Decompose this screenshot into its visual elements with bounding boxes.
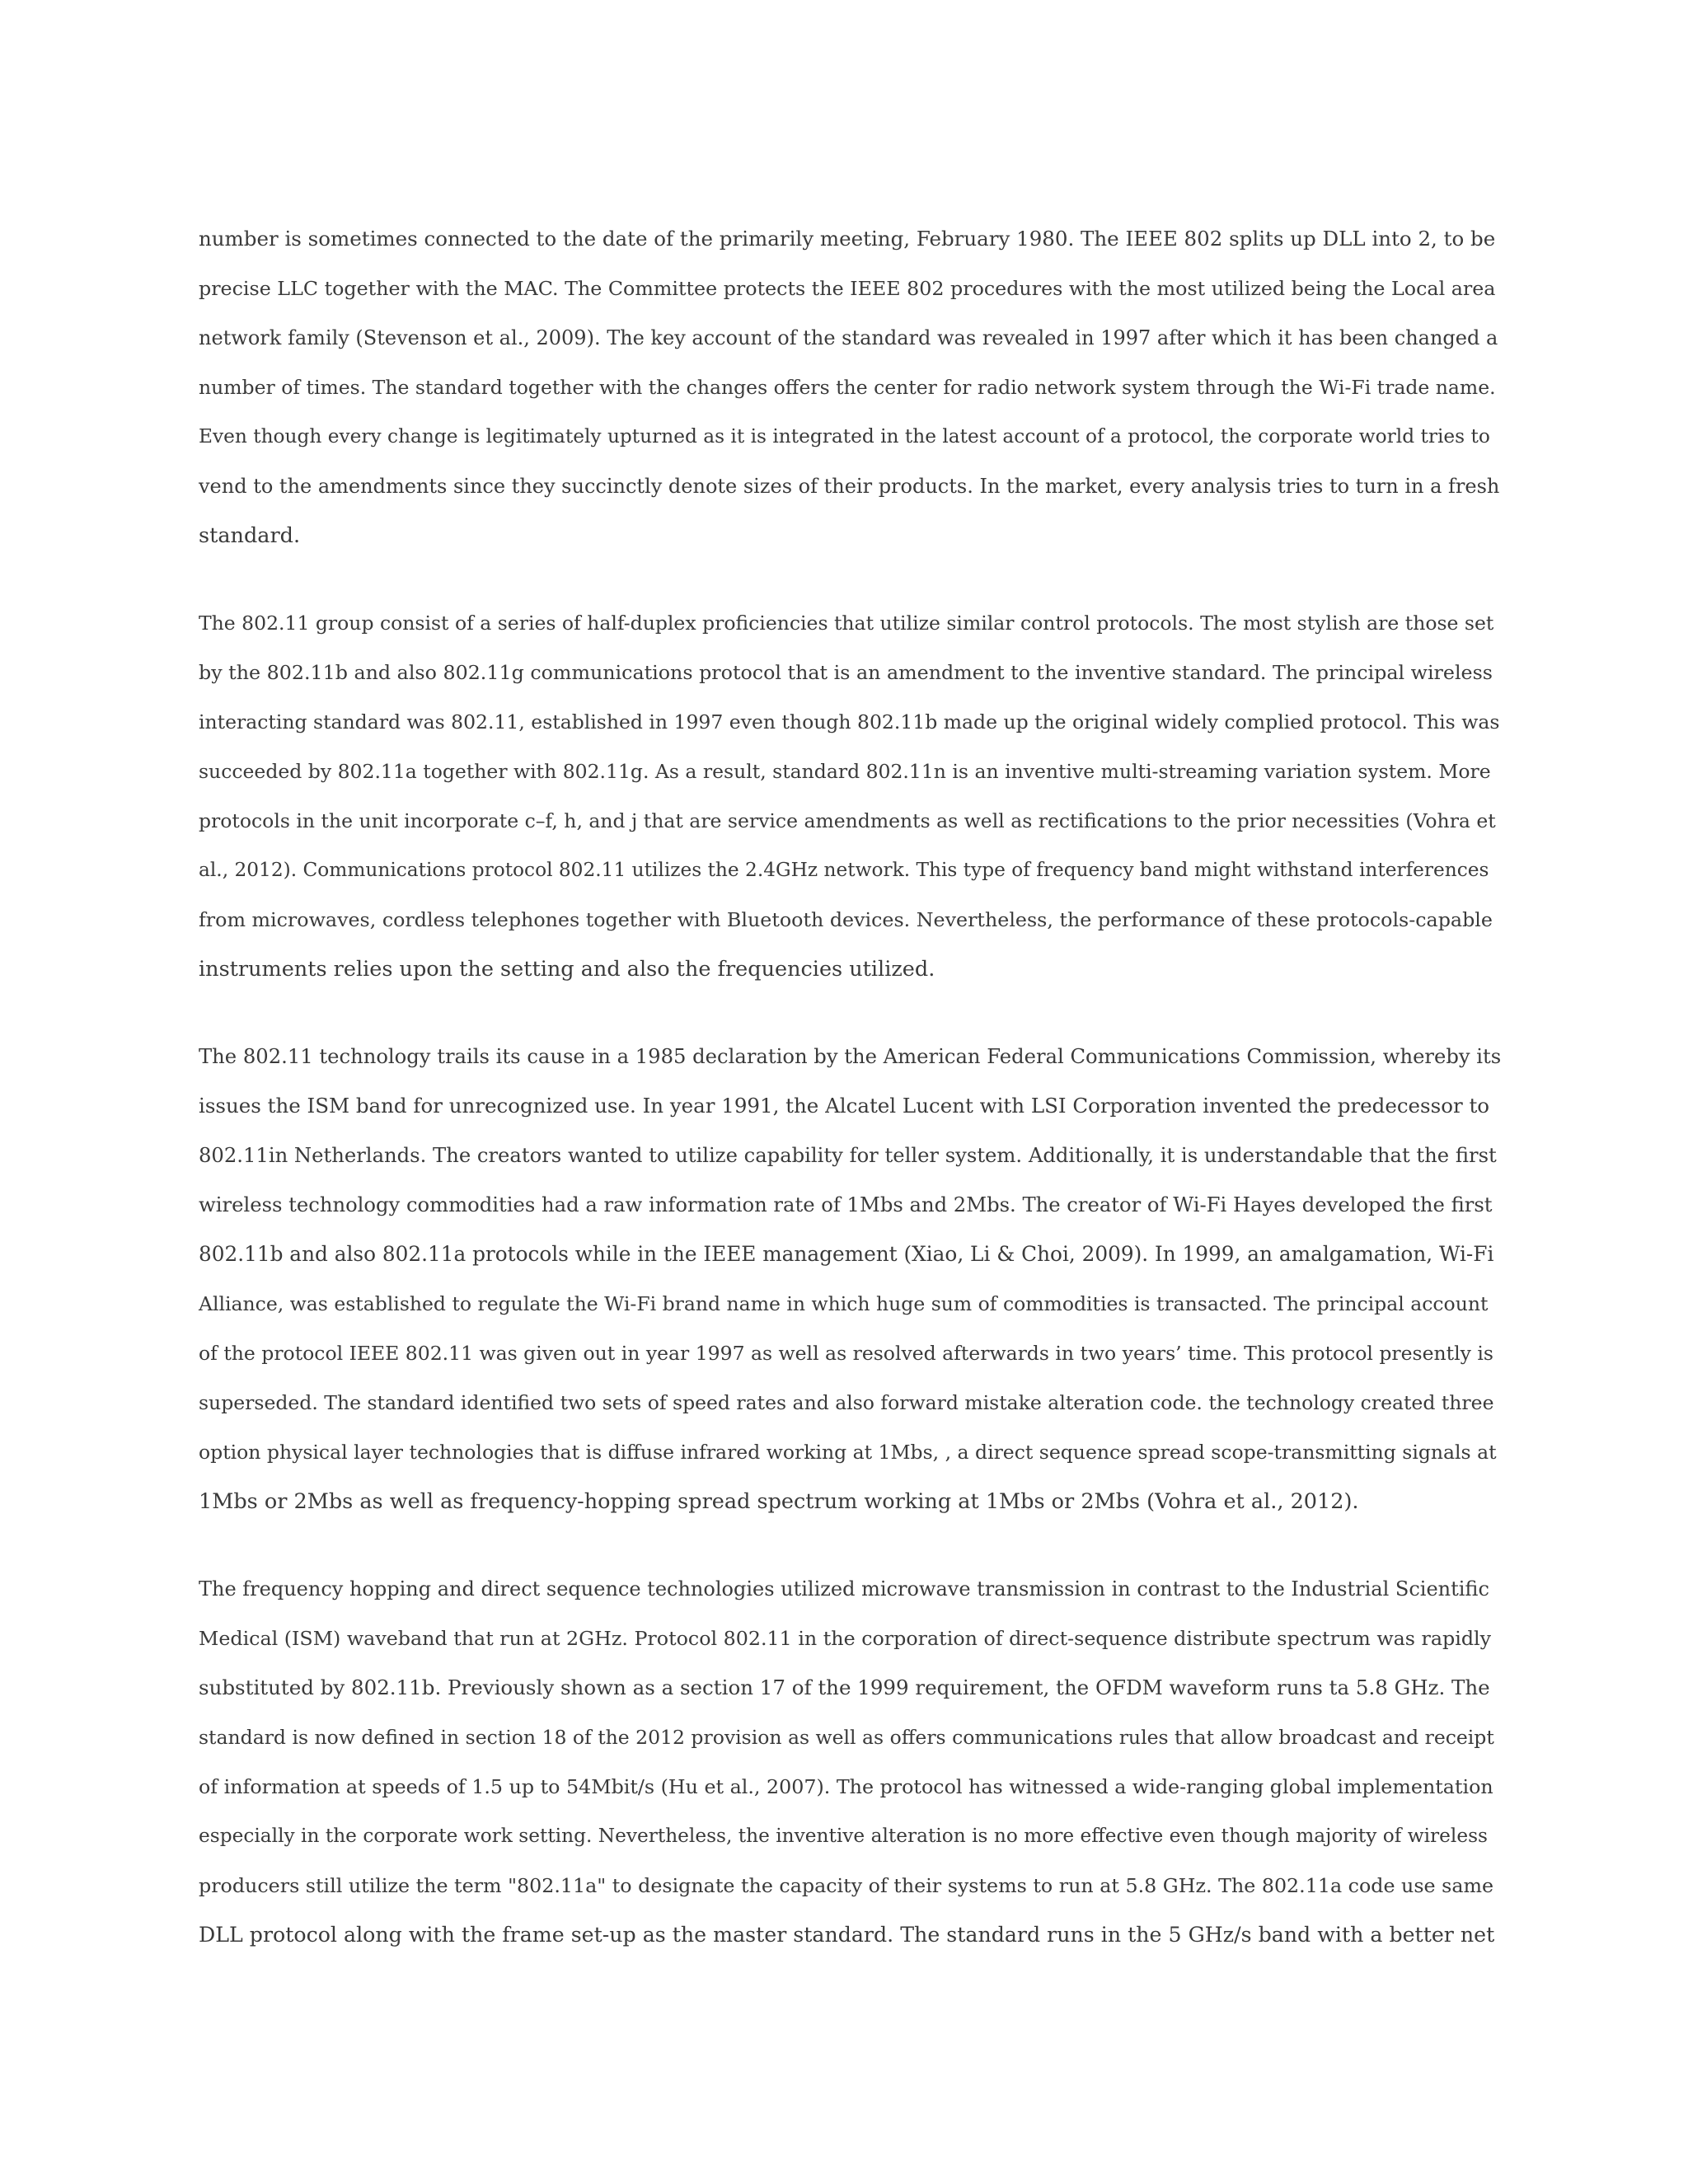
text-line: superseded. The standard identified two sets of speed rates and also forward mistake alteration code. the technology created three [199,1391,1494,1414]
text-line: of the protocol IEEE 802.11 was given out in year 1997 as well as resolved afterwards in two years’ time. This protocol presently is [199,1342,1493,1365]
text-line: 1Mbs or 2Mbs as well as frequency-hopping spread spectrum working at 1Mbs or 2Mbs (Vohra et al., 2012). [199,1489,1359,1514]
text-line: The 802.11 technology trails its cause in a 1985 declaration by the American Federal Communications Commission, whereby its [199,1044,1502,1068]
paragraph-2 [199,598,1501,994]
text-line: al., 2012). Communications protocol 802.11 utilizes the 2.4GHz network. This type of frequency band might withstand interferences [199,859,1489,881]
text-line: substituted by 802.11b. Previously shown as a section 17 of the 1999 requirement, the OFDM waveform runs ta 5.8 GHz. The [199,1675,1490,1699]
paragraph-4 [199,1564,1501,1960]
text-line: from microwaves, cordless telephones together with Bluetooth devices. Nevertheless, the performance of these protocols-capable [199,908,1493,931]
text-line: 802.11b and also 802.11a protocols while in the IEEE management (Xiao, Li & Choi, 2009). In 1999, an amalgamation, Wi-Fi [199,1242,1494,1266]
text-line: wireless technology commodities had a raw information rate of 1Mbs and 2Mbs. The creator of Wi-Fi Hayes developed the first [199,1193,1493,1216]
text-line: interacting standard was 802.11, established in 1997 even though 802.11b made up the original widely complied protocol. This was [199,710,1500,733]
text-line: DLL protocol along with the frame set-up as the master standard. The standard runs in the 5 GHz/s band with a better net [199,1923,1495,1947]
text-line: number of times. The standard together with the changes offers the center for radio network system through the Wi-Fi trade name. [199,376,1496,399]
text-line: precise LLC together with the MAC. The Committee protects the IEEE 802 procedures with the most utilized being the Local area [199,277,1496,300]
text-line: succeeded by 802.11a together with 802.11g. As a result, standard 802.11n is an inventive multi-streaming variation system. More [199,760,1491,783]
text-line: protocols in the unit incorporate c–f, h, and j that are service amendments as well as rectifications to the prior necessities (Vohra et [199,809,1496,832]
text-line: Alliance, was established to regulate the Wi-Fi brand name in which huge sum of commodities is transacted. The principal account [199,1292,1489,1315]
text-line: by the 802.11b and also 802.11g communications protocol that is an amendment to the inventive standard. The principal wireless [199,661,1493,684]
paragraph-1 [199,214,1501,560]
text-line: instruments relies upon the setting and also the frequencies utilized. [199,957,935,982]
text-line: vend to the amendments since they succinctly denote sizes of their products. In the market, every analysis tries to turn in a fresh [199,475,1500,498]
document-body [199,214,1501,1998]
text-line: especially in the corporate work setting. Nevertheless, the inventive alteration is no more effective even though majority of wireless [199,1825,1488,1847]
text-line: standard is now defined in section 18 of the 2012 provision as well as offers communications rules that allow broadcast and receipt [199,1726,1494,1749]
text-line: Even though every change is legitimately upturned as it is integrated in the latest account of a protocol, the corporate world tries to [199,425,1490,448]
text-line: issues the ISM band for unrecognized use. In year 1991, the Alcatel Lucent with LSI Corporation invented the predecessor to [199,1094,1490,1118]
text-line: Medical (ISM) waveband that run at 2GHz. Protocol 802.11 in the corporation of direct-sequence distribute spectrum was rapidly [199,1627,1492,1650]
text-line: network family (Stevenson et al., 2009). The key account of the standard was revealed in 1997 after which it has been changed a [199,326,1498,349]
text-line: The 802.11 group consist of a series of half-duplex proficiencies that utilize similar control protocols. The most stylish are those set [199,612,1494,635]
text-line: producers still utilize the term "802.11a" to designate the capacity of their systems to run at 5.8 GHz. The 802.11a code use same [199,1874,1494,1897]
text-line: The frequency hopping and direct sequence technologies utilized microwave transmission in contrast to the Industrial Scientific [199,1577,1489,1601]
text-line: 802.11in Netherlands. The creators wanted to utilize capability for teller system. Additionally, it is understandable that the first [199,1143,1497,1167]
paragraph-3 [199,1032,1501,1526]
text-line: number is sometimes connected to the date of the primarily meeting, February 1980. The IEEE 802 splits up DLL into 2, to be [199,227,1496,251]
text-line: of information at speeds of 1.5 up to 54Mbit/s (Hu et al., 2007). The protocol has witnessed a wide-ranging global implementation [199,1775,1493,1798]
text-line: option physical layer technologies that is diffuse infrared working at 1Mbs, , a direct sequence spread scope-transmitting signals at [199,1441,1497,1464]
text-line: standard. [199,523,301,548]
